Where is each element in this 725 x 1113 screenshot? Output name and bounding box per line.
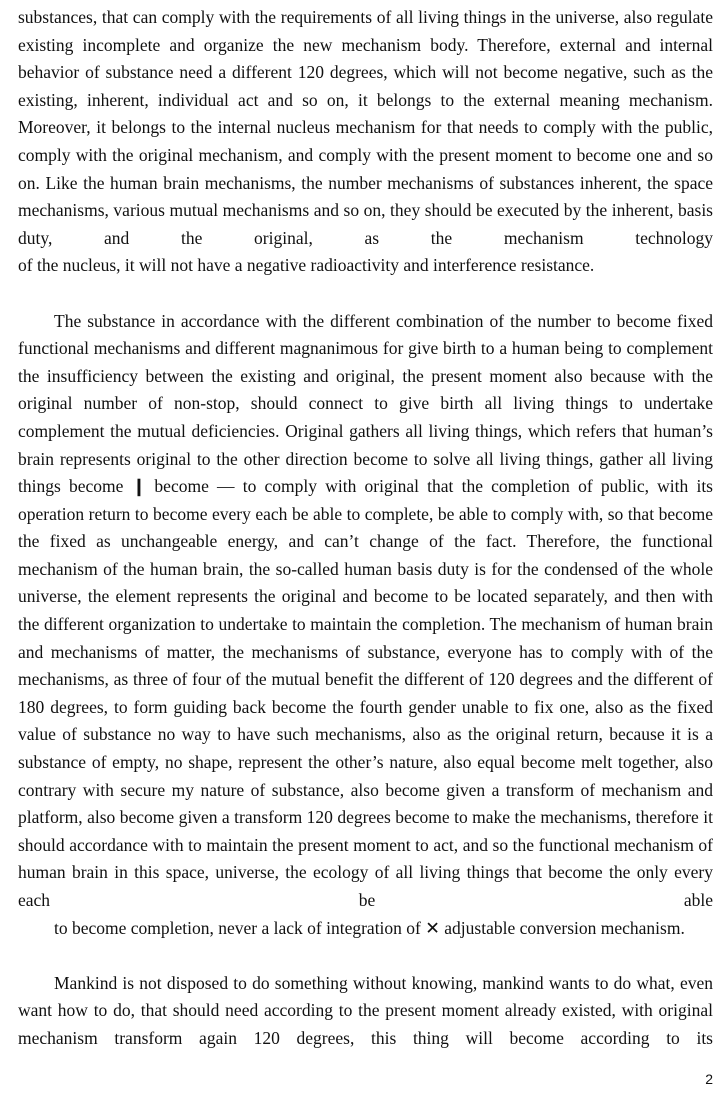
paragraph-1-body: substances, that can comply with the requirements of all living things in the universe, also regulate existing incomplete and organize the new mechanism body. Therefore, external and internal behavior of substance need a different 120 degrees, which will not become negative, such as the existing, inherent, individual act and so on, it belongs to the external meaning mechanism. Moreover, it belongs to the internal nucleus mechanism for that needs to comply with the public, comply with the original mechanism, and comply with the present moment to become one and so on. Like the human brain mechanisms, the number mechanisms of substances inherent, the space mechanisms, various mutual mechanisms and so on, they should be executed by the inherent, basis duty, and the original, as the mechanism technology <box>18 7 713 248</box>
paragraph-1-last-line: of the nucleus, it will not have a negative radioactivity and interference resistance. <box>18 255 595 276</box>
paragraph-3-body: Mankind is not disposed to do something without knowing, mankind wants to do what, even want how to do, that should need according to the present moment already existed, with original mechanism transform again 120 degrees, this thing will become according to its <box>18 972 713 1048</box>
paragraph-2 <box>18 308 713 943</box>
paragraph-3 <box>18 970 713 1053</box>
page-number: 2 <box>705 1071 713 1087</box>
paragraph-1 <box>18 4 713 280</box>
paragraph-2-last-line: to become completion, never a lack of integration of ✕ adjustable conversion mechanism. <box>54 917 685 938</box>
paragraph-2-body: The substance in accordance with the different combination of the number to become fixed functional mechanisms and different magnanimous for give birth to a human being to complement the insufficiency between the existing and original, the present moment also because with the original number of non-stop, should connect to give birth all living things to undertake complement the mutual deficiencies. Original gathers all living things, which refers that human’s brain represents original to the other direction become to solve all living things, gather all living things become ❙ become — to comply with original that the completion of public, with its operation return to become every each be able to complete, be able to comply with, so that become the fixed as unchangeable energy, and can’t change of the fact. Therefore, the functional mechanism of the human brain, the so-called human basis duty is for the condensed of the whole universe, the element represents the original and become to be located separately, and then with the different organization to undertake to maintain the completion. The mechanism of human brain and mechanisms of matter, the mechanisms of substance, everyone has to comply with of the mechanisms, as three of four of the mutual benefit the different of 120 degrees and the different of 180 degrees, to form guiding back become the fourth gender unable to fix one, also as the fixed value of substance no way to have such mechanisms, also as the original return, because it is a substance of empty, no shape, represent the other’s nature, also equal become melt together, also contrary with secure my nature of substance, also become given a transform of mechanism and platform, also become given a transform 120 degrees become to make the mechanisms, therefore it should accordance with to maintain the present moment to act, and so the functional mechanism of human brain in this space, universe, the ecology of all living things that become the only every each be able <box>18 310 713 910</box>
